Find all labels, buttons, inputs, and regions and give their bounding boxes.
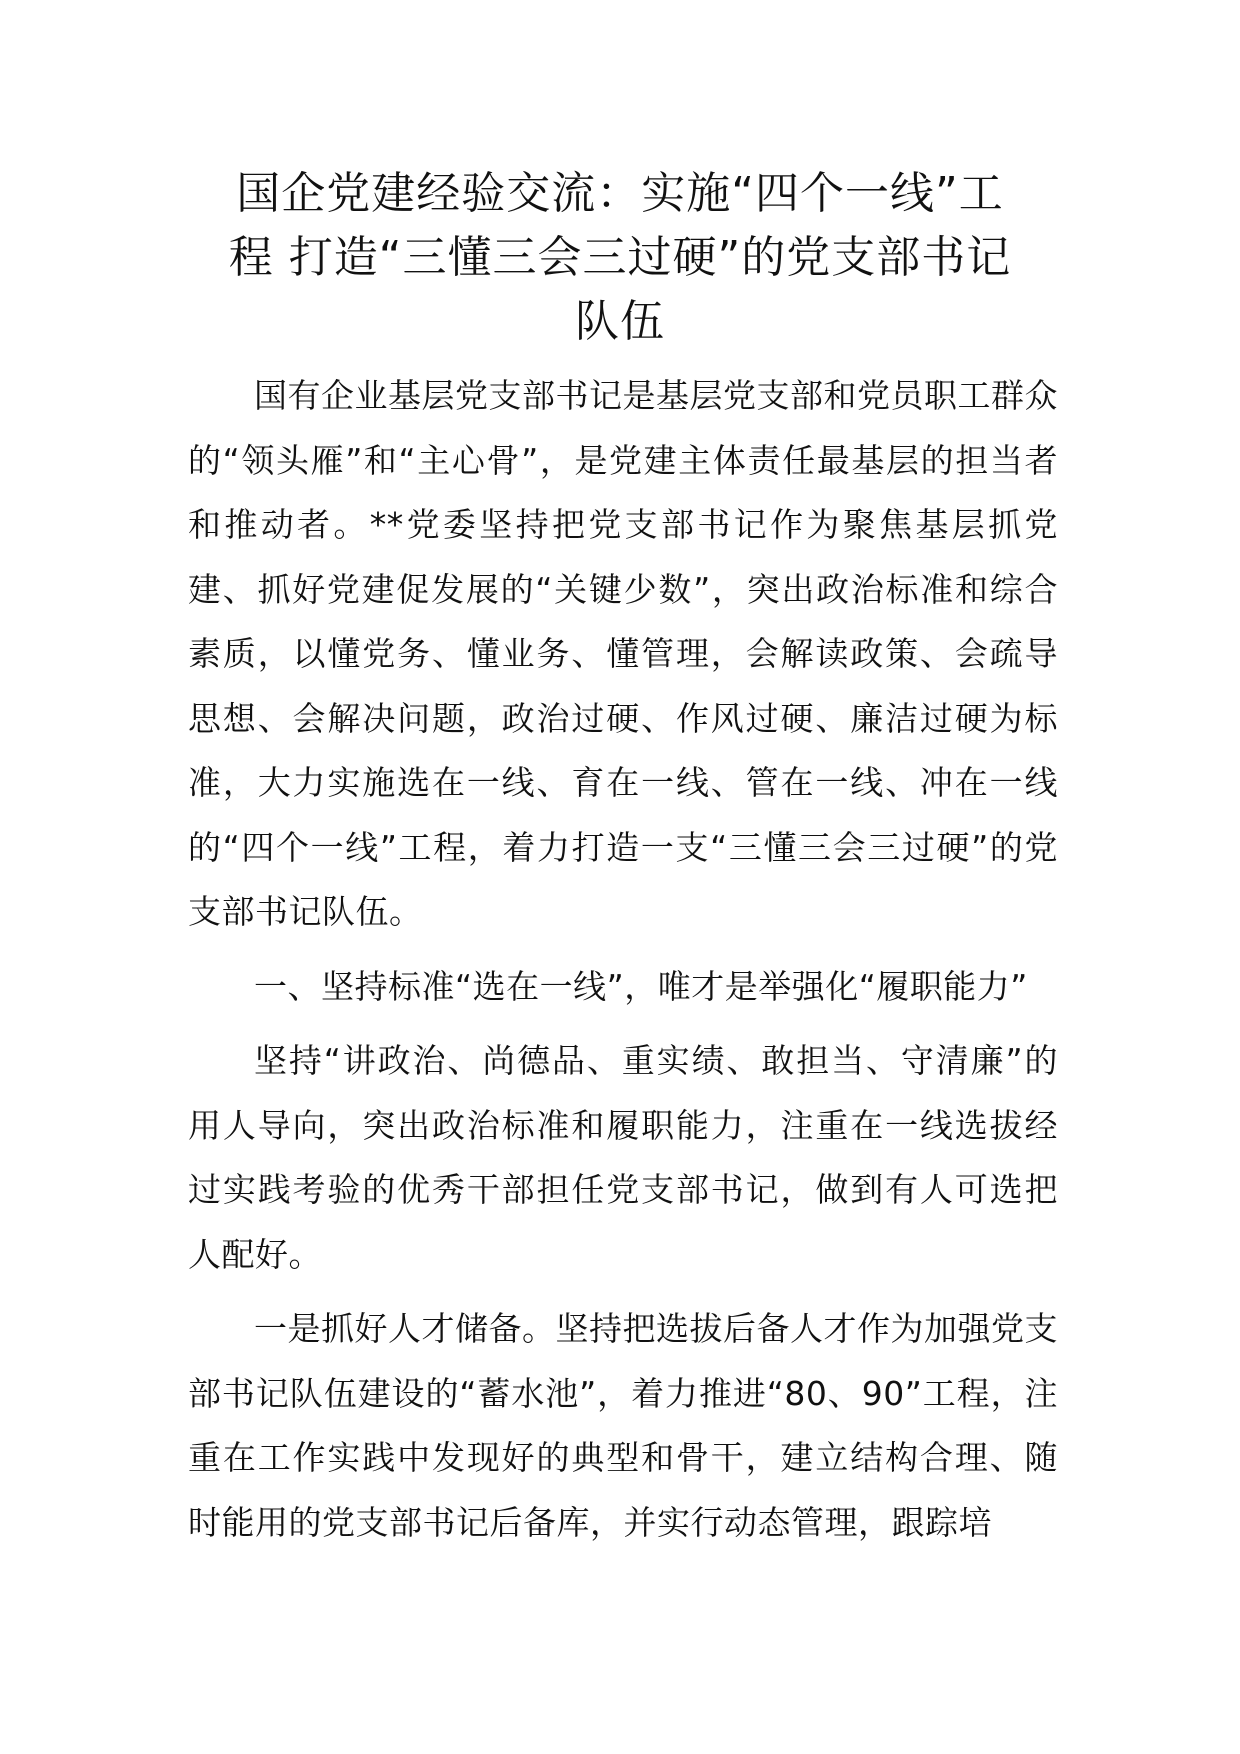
title-line-2: 程 打造“三懂三会三过硬”的党支部书记 (228, 232, 1012, 283)
intro-paragraph: 国有企业基层党支部书记是基层党支部和党员职工群众的“领头雁”和“主心骨”，是党建主体责任最基层的担当者和推动者。**党委坚持把党支部书记作为聚焦基层抓党建、抓好党建促发展的“关键少数”，突出政治标准和综合素质，以懂党务、懂业务、懂管理，会解读政策、会疏导思想、会解决问题，政治过硬、作风过硬、廉洁过硬为标准，大力实施选在一线、育在一线、管在一线、冲在一线的“四个一线”工程，着力打造一支“三懂三会三过硬”的党支部书记队伍。 (188, 376, 1058, 931)
section-1-item-1-paragraph: 一是抓好人才储备。坚持把选拔后备人才作为加强党支部书记队伍建设的“蓄水池”，着力推进“80、90”工程，注重在工作实践中发现好的典型和骨干，建立结构合理、随时能用的党支部书记后备库，并实行动态管理，跟踪培 (188, 1309, 1058, 1542)
title-line-1: 国企党建经验交流：实施“四个一线”工 (236, 168, 1004, 219)
document-body (188, 364, 1058, 1565)
title-line-3: 队伍 (575, 296, 665, 347)
section-1-paragraph: 坚持“讲政治、尚德品、重实绩、敢担当、守清廉”的用人导向，突出政治标准和履职能力，注重在一线选拔经过实践考验的优秀干部担任党支部书记，做到有人可选把人配好。 (188, 1041, 1058, 1274)
document-title (190, 162, 1050, 354)
section-heading-1: 一、坚持标准“选在一线”，唯才是举强化“履职能力” (254, 966, 1028, 1006)
